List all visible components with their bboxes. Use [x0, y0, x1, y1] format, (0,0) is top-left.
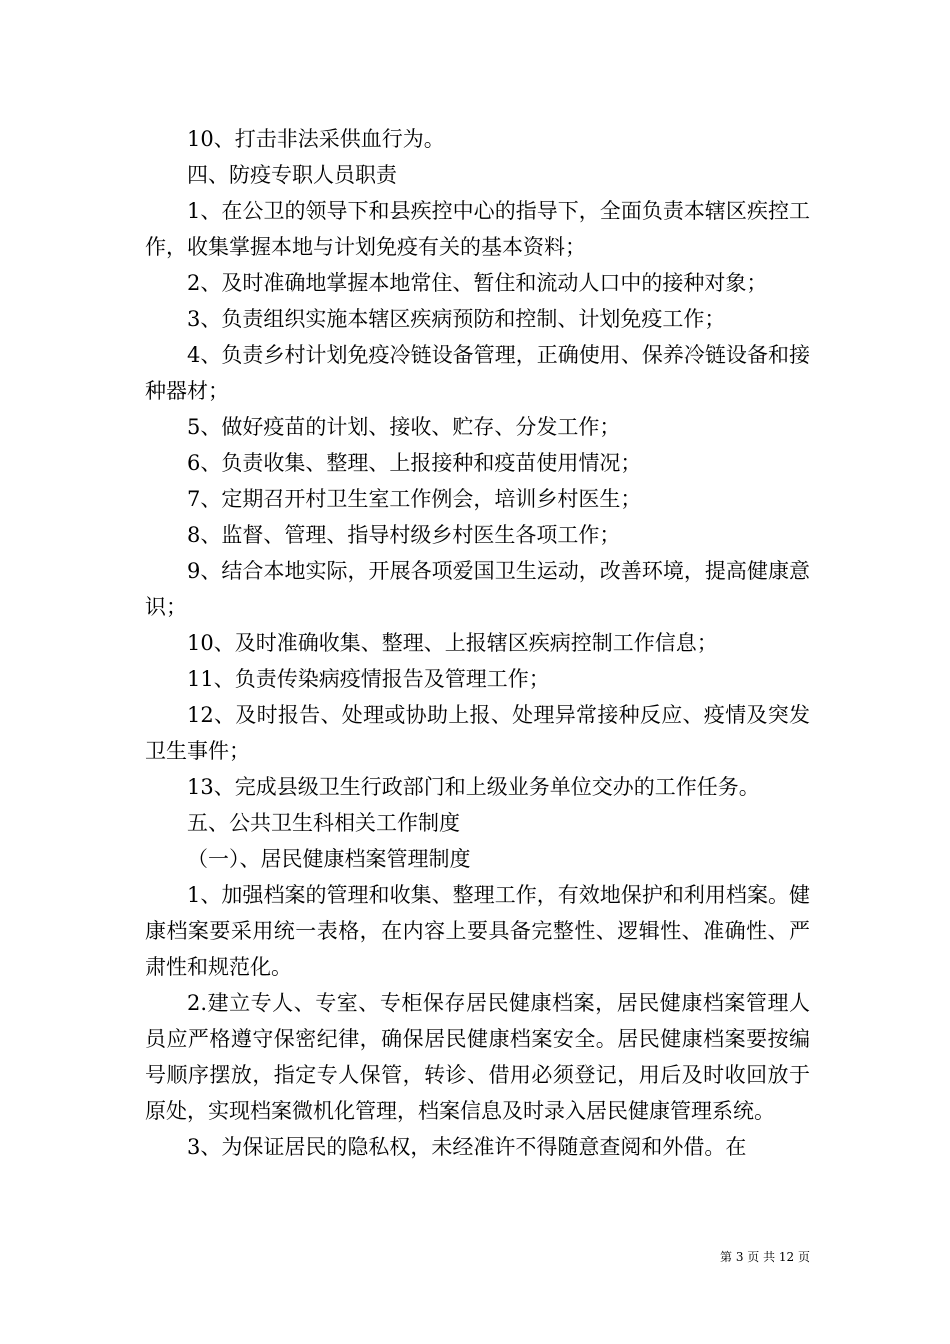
paragraph: 8、监督、管理、指导村级乡村医生各项工作； — [187, 523, 621, 547]
paragraph: 10、打击非法采供血行为。 — [187, 127, 445, 151]
paragraph: 1、加强档案的管理和收集、整理工作，有效地保护和利用档案。健康档案要采用统一表格，在内容上要具备完整性、逻辑性、准确性、严肃性和规范化。 — [145, 883, 810, 979]
paragraph: 9、结合本地实际，开展各项爱国卫生运动，改善环境，提高健康意识； — [145, 559, 810, 619]
page-body — [145, 121, 810, 1165]
paragraph: 12、及时报告、处理或协助上报、处理异常接种反应、疫情及突发卫生事件； — [145, 703, 810, 763]
section-heading: 四、防疫专职人员职责 — [187, 163, 397, 187]
paragraph: 4、负责乡村计划免疫冷链设备管理，正确使用、保养冷链设备和接种器材； — [145, 343, 810, 403]
paragraph: 1、在公卫的领导下和县疾控中心的指导下，全面负责本辖区疾控工作，收集掌握本地与计划免疫有关的基本资料； — [145, 199, 810, 259]
page-number-footer: 第 3 页 共 12 页 — [720, 1250, 810, 1264]
paragraph: 6、负责收集、整理、上报接种和疫苗使用情况； — [187, 451, 642, 475]
paragraph: 7、定期召开村卫生室工作例会，培训乡村医生； — [187, 487, 642, 511]
paragraph: 10、及时准确收集、整理、上报辖区疾病控制工作信息； — [187, 631, 718, 655]
subsection-heading: （一）、居民健康档案管理制度 — [187, 847, 471, 871]
paragraph: 2.建立专人、专室、专柜保存居民健康档案，居民健康档案管理人员应严格遵守保密纪律，确保居民健康档案安全。居民健康档案要按编号顺序摆放，指定专人保管，转诊、借用必须登记，用后及时收回放于原处，实现档案微机化管理，档案信息及时录入居民健康管理系统。 — [145, 991, 810, 1123]
paragraph: 13、完成县级卫生行政部门和上级业务单位交办的工作任务。 — [187, 775, 760, 799]
paragraph: 2、及时准确地掌握本地常住、暂住和流动人口中的接种对象； — [187, 271, 768, 295]
paragraph: 5、做好疫苗的计划、接收、贮存、分发工作； — [187, 415, 621, 439]
section-heading: 五、公共卫生科相关工作制度 — [187, 811, 460, 835]
paragraph: 11、负责传染病疫情报告及管理工作； — [187, 667, 550, 691]
paragraph: 3、为保证居民的隐私权，未经准许不得随意查阅和外借。在 — [187, 1135, 747, 1159]
paragraph: 3、负责组织实施本辖区疾病预防和控制、计划免疫工作； — [187, 307, 726, 331]
